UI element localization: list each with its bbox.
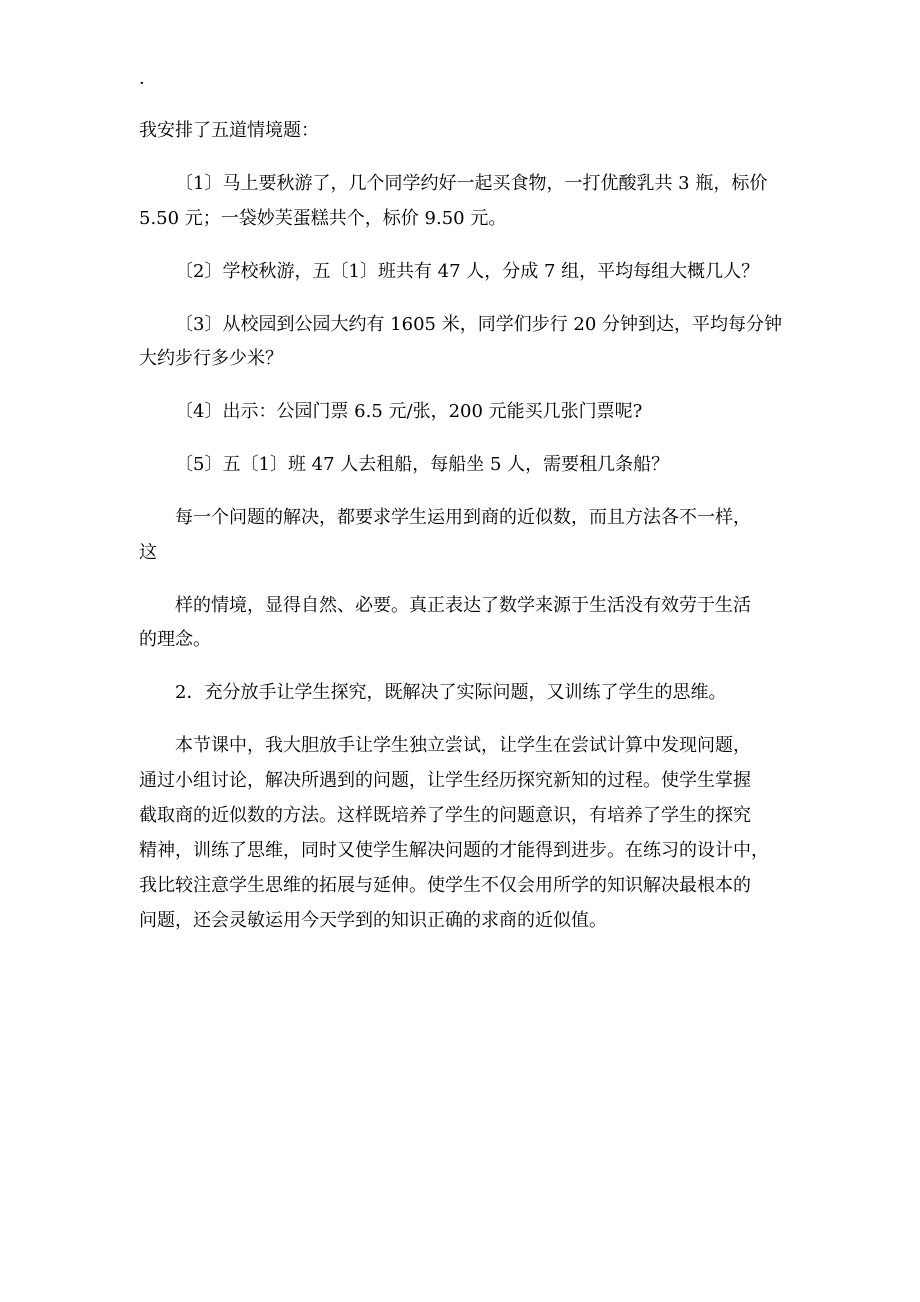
question-3-line-1: 〔3〕从校园到公园大约有 1605 米，同学们步行 20 分钟到达，平均每分钟	[175, 314, 783, 335]
paragraph-body-line-2: 通过小组讨论，解决所遇到的问题，让学生经历探究新知的过程。使学生掌握	[139, 770, 751, 791]
question-3-line-2: 大约步行多少米？	[139, 348, 283, 369]
paragraph-summary-line-2: 这	[139, 542, 157, 563]
question-5: 〔5〕五〔1〕班 47 人去租船，每船坐 5 人，需要租几条船？	[175, 454, 670, 475]
section-heading-2: 2．充分放手让学生探究，既解决了实际问题，又训练了学生的思维。	[175, 682, 727, 703]
paragraph-body-line-1: 本节课中，我大胆放手让学生独立尝试，让学生在尝试计算中发现问题，	[175, 735, 751, 756]
question-1-line-2: 5.50 元；一袋妙芙蛋糕共个，标价 9.50 元。	[139, 208, 507, 229]
paragraph-body-line-4: 精神，训练了思维，同时又使学生解决问题的才能得到进步。在练习的设计中，	[139, 840, 769, 861]
paragraph-body-line-3: 截取商的近似数的方法。这样既培养了学生的问题意识，有培养了学生的探究	[139, 805, 751, 826]
question-1-line-1: 〔1〕马上要秋游了，几个同学约好一起买食物，一打优酸乳共 3 瓶，标价	[175, 173, 768, 194]
paragraph-context-line-1: 样的情境，显得自然、必要。真正表达了数学来源于生活没有效劳于生活	[175, 595, 751, 616]
page-marker-dot: ·	[139, 73, 145, 94]
question-4: 〔4〕出示：公园门票 6.5 元/张，200 元能买几张门票呢?	[175, 401, 643, 422]
paragraph-summary-line-1: 每一个问题的解决，都要求学生运用到商的近似数，而且方法各不一样，	[175, 507, 751, 528]
paragraph-body-line-5: 我比较注意学生思维的拓展与延伸。使学生不仅会用所学的知识解决最根本的	[139, 875, 751, 896]
paragraph-context-line-2: 的理念。	[139, 629, 211, 650]
paragraph-intro: 我安排了五道情境题：	[139, 120, 319, 141]
paragraph-body-line-6: 问题，还会灵敏运用今天学到的知识正确的求商的近似值。	[139, 910, 607, 931]
question-2: 〔2〕学校秋游，五〔1〕班共有 47 人，分成 7 组，平均每组大概几人？	[175, 261, 760, 282]
